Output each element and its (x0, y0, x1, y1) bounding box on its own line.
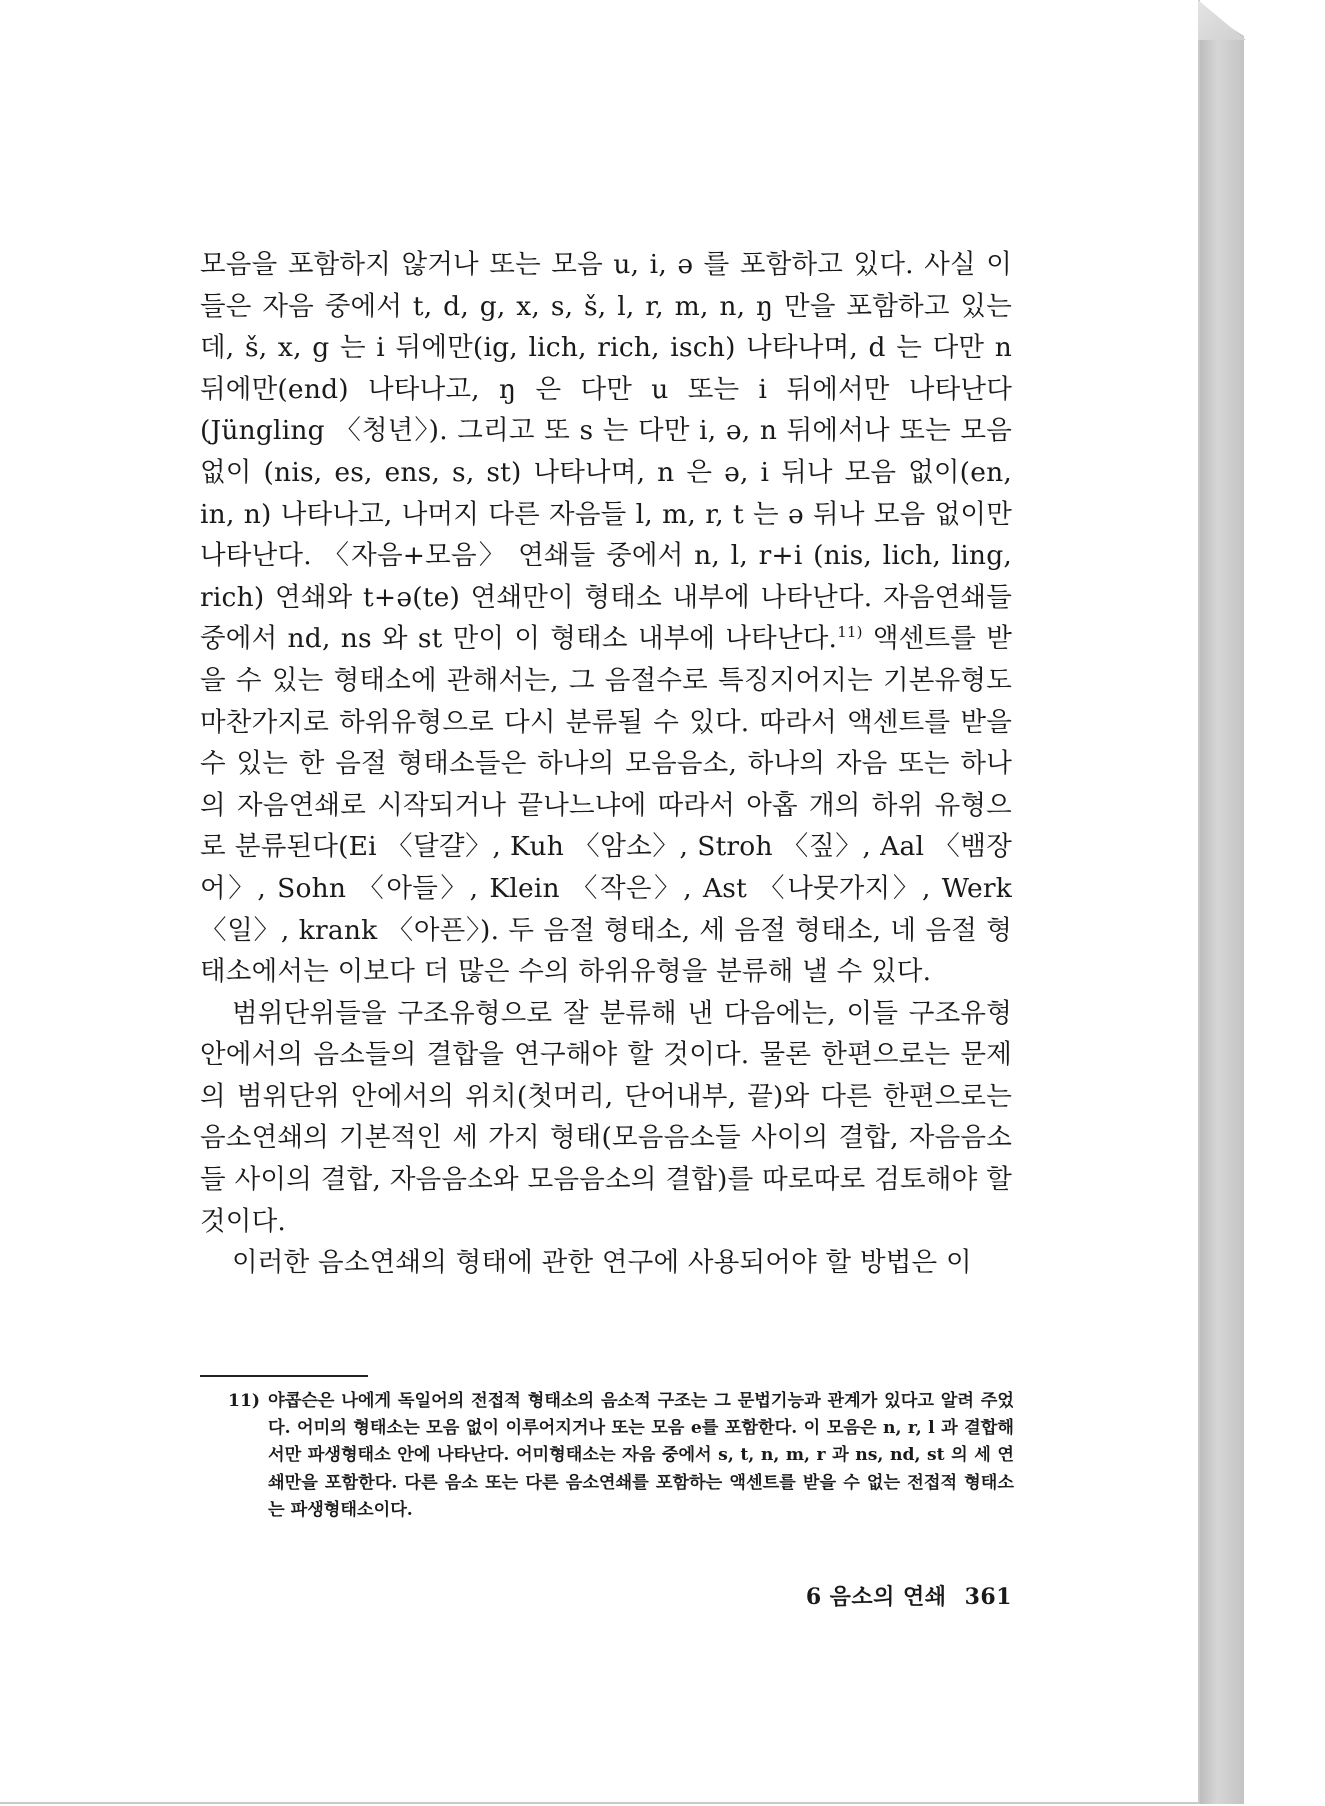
paragraph-1 (200, 244, 1012, 993)
page-number: 361 (964, 1584, 1012, 1610)
chapter-title: 음소의 연쇄 (829, 1584, 947, 1610)
footnote-reference[interactable]: 11) (837, 623, 863, 642)
footnote-divider (200, 1375, 368, 1377)
body-text (200, 244, 1012, 1284)
chapter-number: 6 (805, 1584, 822, 1610)
paragraph-2: 범위단위들을 구조유형으로 잘 분류해 낸 다음에는, 이들 구조유형 안에서의 음소들의 결합을 연구해야 할 것이다. 물론 한편으로는 문제의 범위단위 안에서의 위치(첫머리, 단어내부, 끝)와 다른 한편으로는 음소연쇄의 기본적인 세 가지 형태(모음음소들 사이의 결합, 자음음소들 사이의 결합, 자음음소와 모음음소의 결합)를 따로따로 검토해야 할 것이다. (200, 997, 1012, 1237)
paragraph-1-text: 모음을 포함하지 않거나 또는 모음 u, i, ə 를 포함하고 있다. 사실 이들은 자음 중에서 t, d, g, x, s, š, l, r, m, n, ŋ 만을 포함하고 있는데, š, x, g 는 i 뒤에만(ig, lich, rich, isch) 나타나며, d 는 다만 n 뒤에만(end) 나타나고, ŋ 은 다만 u 또는 i 뒤에서만 나타난다(Jüngling 〈청년〉). 그리고 또 s 는 다만 i, ə, n 뒤에서나 또는 모음없이 (nis, es, ens, s, st) 나타나며, n 은 ə, i 뒤나 모음 없이(en, in, n) 나타나고, 나머지 다른 자음들 l, m, r, t 는 ə 뒤나 모음 없이만 나타난다. 〈자음+모음〉 연쇄들 중에서 n, l, r+i (nis, lich, ling, rich) 연쇄와 t+ə(te) 연쇄만이 형태소 내부에 나타난다. 자음연쇄들 중에서 nd, ns 와 st 만이 이 형태소 내부에 나타난다. (200, 249, 1012, 655)
footnote-number: 11) (228, 1391, 261, 1411)
footnote-text: 야콥슨은 나에게 독일어의 전접적 형태소의 음소적 구조는 그 문법기능과 관계가 있다고 알려 주었다. 어미의 형태소는 모음 없이 이루어지거나 또는 모음 e를 포함한다. 이 모음은 n, r, l 과 결합해서만 파생형태소 안에 나타난다. 어미형태소는 자음 중에서 s, t, n, m, r 과 ns, nd, st 의 세 연쇄만을 포함한다. 다른 음소 또는 다른 음소연쇄를 포함하는 액센트를 받을 수 없는 전접적 형태소는 파생형태소이다. (268, 1391, 1014, 1520)
paragraph-1-continued: 액센트를 받을 수 있는 형태소에 관해서는, 그 음절수로 특징지어지는 기본유형도 마찬가지로 하위유형으로 다시 분류될 수 있다. 따라서 액센트를 받을 수 있는 한 음절 형태소들은 하나의 모음음소, 하나의 자음 또는 하나의 자음연쇄로 시작되거나 끝나느냐에 따라서 아홉 개의 하위 유형으로 분류된다(Ei 〈달걀〉, Kuh 〈암소〉, Stroh 〈짚〉, Aal 〈뱀장어〉, Sohn 〈아들〉, Klein 〈작은〉, Ast 〈나뭇가지〉, Werk 〈일〉, krank 〈아픈〉). 두 음절 형태소, 세 음절 형태소, 네 음절 형태소에서는 이보다 더 많은 수의 하위유형을 분류해 낼 수 있다. (200, 623, 1013, 988)
page-edge-shadow (1200, 8, 1244, 1804)
paragraph-3: 이러한 음소연쇄의 형태에 관한 연구에 사용되어야 할 방법은 이 (232, 1247, 972, 1279)
running-footer (780, 1580, 1012, 1611)
footnote (228, 1388, 1014, 1524)
